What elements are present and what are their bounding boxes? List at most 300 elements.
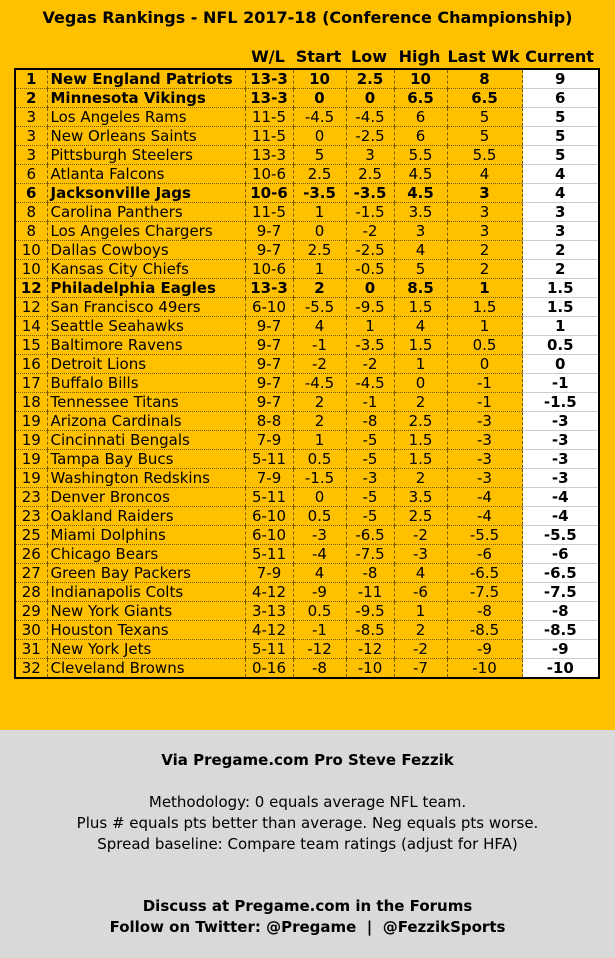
team-name-cell: New York Jets <box>47 640 245 659</box>
rank-cell: 19 <box>15 469 47 488</box>
high-cell: 10 <box>394 69 447 89</box>
current-cell: 3 <box>522 203 599 222</box>
rank-cell: 26 <box>15 545 47 564</box>
low-cell: -11 <box>346 583 394 602</box>
last-week-cell: 2 <box>447 241 522 260</box>
methodology-line-3: Spread baseline: Compare team ratings (adjust for HFA) <box>97 835 518 853</box>
start-cell: 0 <box>293 127 346 146</box>
table-row <box>15 260 599 279</box>
team-name-cell: Tennessee Titans <box>47 393 245 412</box>
low-cell: -2 <box>346 355 394 374</box>
team-name-cell: Arizona Cardinals <box>47 412 245 431</box>
low-cell: -1 <box>346 393 394 412</box>
table-row <box>15 298 599 317</box>
current-cell: -9 <box>522 640 599 659</box>
team-name-cell: New England Patriots <box>47 69 245 89</box>
last-week-cell: 8 <box>447 69 522 89</box>
last-week-cell: 5 <box>447 108 522 127</box>
win-loss-cell: 11-5 <box>245 127 293 146</box>
low-cell: -5 <box>346 450 394 469</box>
rank-cell: 1 <box>15 69 47 89</box>
rank-cell: 3 <box>15 108 47 127</box>
start-cell: 1 <box>293 260 346 279</box>
high-cell: 1 <box>394 355 447 374</box>
current-cell: -4 <box>522 507 599 526</box>
rank-cell: 3 <box>15 146 47 165</box>
win-loss-cell: 7-9 <box>245 469 293 488</box>
start-cell: 2 <box>293 279 346 298</box>
start-cell: -3 <box>293 526 346 545</box>
team-name-cell: Miami Dolphins <box>47 526 245 545</box>
rank-cell: 29 <box>15 602 47 621</box>
start-cell: -1.5 <box>293 469 346 488</box>
table-row <box>15 355 599 374</box>
table-row <box>15 507 599 526</box>
low-cell: -10 <box>346 659 394 679</box>
rank-cell: 6 <box>15 165 47 184</box>
low-cell: -9.5 <box>346 298 394 317</box>
team-name-cell: Cleveland Browns <box>47 659 245 679</box>
discuss-link[interactable]: Discuss at Pregame.com in the Forums <box>142 897 473 915</box>
rankings-table <box>14 68 600 679</box>
win-loss-cell: 9-7 <box>245 374 293 393</box>
high-cell: 2.5 <box>394 507 447 526</box>
team-name-cell: Los Angeles Chargers <box>47 222 245 241</box>
last-week-cell: 5 <box>447 127 522 146</box>
win-loss-cell: 9-7 <box>245 222 293 241</box>
last-week-cell: 2 <box>447 260 522 279</box>
table-row <box>15 146 599 165</box>
current-cell: -7.5 <box>522 583 599 602</box>
rank-cell: 18 <box>15 393 47 412</box>
last-week-cell: -8 <box>447 602 522 621</box>
last-week-cell: -4 <box>447 507 522 526</box>
low-cell: -2.5 <box>346 127 394 146</box>
team-name-cell: Pittsburgh Steelers <box>47 146 245 165</box>
last-week-cell: -9 <box>447 640 522 659</box>
rank-cell: 31 <box>15 640 47 659</box>
win-loss-cell: 11-5 <box>245 108 293 127</box>
last-week-cell: -1 <box>447 393 522 412</box>
start-cell: 2 <box>293 393 346 412</box>
high-cell: -2 <box>394 640 447 659</box>
last-week-cell: 0.5 <box>447 336 522 355</box>
low-cell: -3.5 <box>346 336 394 355</box>
rank-cell: 12 <box>15 298 47 317</box>
table-row <box>15 526 599 545</box>
team-name-cell: San Francisco 49ers <box>47 298 245 317</box>
table-row <box>15 431 599 450</box>
low-cell: -2.5 <box>346 241 394 260</box>
high-cell: 1.5 <box>394 431 447 450</box>
team-name-cell: New York Giants <box>47 602 245 621</box>
start-cell: 0 <box>293 488 346 507</box>
rank-cell: 16 <box>15 355 47 374</box>
last-week-cell: -6 <box>447 545 522 564</box>
rank-cell: 3 <box>15 127 47 146</box>
current-cell: 4 <box>522 184 599 203</box>
low-cell: -5 <box>346 488 394 507</box>
high-cell: 6 <box>394 127 447 146</box>
start-cell: -2 <box>293 355 346 374</box>
team-name-cell: Green Bay Packers <box>47 564 245 583</box>
table-row <box>15 336 599 355</box>
start-cell: 0 <box>293 89 346 108</box>
high-cell: 1.5 <box>394 298 447 317</box>
start-cell: -3.5 <box>293 184 346 203</box>
team-name-cell: Carolina Panthers <box>47 203 245 222</box>
win-loss-cell: 9-7 <box>245 355 293 374</box>
methodology-line-1: Methodology: 0 equals average NFL team. <box>148 793 467 811</box>
last-week-cell: 3 <box>447 184 522 203</box>
table-row <box>15 127 599 146</box>
team-name-cell: Kansas City Chiefs <box>47 260 245 279</box>
start-cell: 0 <box>293 222 346 241</box>
low-cell: -1.5 <box>346 203 394 222</box>
win-loss-cell: 3-13 <box>245 602 293 621</box>
current-cell: 4 <box>522 165 599 184</box>
high-cell: 4.5 <box>394 184 447 203</box>
win-loss-cell: 9-7 <box>245 241 293 260</box>
low-cell: 0 <box>346 279 394 298</box>
table-row <box>15 222 599 241</box>
last-week-cell: -5.5 <box>447 526 522 545</box>
start-cell: 5 <box>293 146 346 165</box>
current-cell: 0 <box>522 355 599 374</box>
high-cell: 4 <box>394 564 447 583</box>
team-name-cell: Denver Broncos <box>47 488 245 507</box>
current-cell: 1.5 <box>522 279 599 298</box>
high-cell: 3 <box>394 222 447 241</box>
column-headers <box>0 46 615 68</box>
last-week-cell: 1 <box>447 279 522 298</box>
low-cell: -8.5 <box>346 621 394 640</box>
high-cell: 3.5 <box>394 203 447 222</box>
rank-cell: 10 <box>15 260 47 279</box>
rank-cell: 8 <box>15 222 47 241</box>
last-week-cell: 1.5 <box>447 298 522 317</box>
table-row <box>15 640 599 659</box>
start-cell: 2.5 <box>293 165 346 184</box>
low-cell: -3 <box>346 469 394 488</box>
low-cell: -4.5 <box>346 374 394 393</box>
last-week-cell: 0 <box>447 355 522 374</box>
team-name-cell: Detroit Lions <box>47 355 245 374</box>
low-cell: 2.5 <box>346 69 394 89</box>
table-row <box>15 89 599 108</box>
current-cell: -3 <box>522 412 599 431</box>
current-cell: 1.5 <box>522 298 599 317</box>
high-cell: 6 <box>394 108 447 127</box>
win-loss-cell: 9-7 <box>245 336 293 355</box>
win-loss-cell: 13-3 <box>245 146 293 165</box>
win-loss-cell: 5-11 <box>245 640 293 659</box>
table-row <box>15 450 599 469</box>
low-cell: 3 <box>346 146 394 165</box>
current-cell: -3 <box>522 450 599 469</box>
low-cell: -2 <box>346 222 394 241</box>
table-row <box>15 108 599 127</box>
win-loss-cell: 4-12 <box>245 583 293 602</box>
last-week-cell: -7.5 <box>447 583 522 602</box>
header-low: Low <box>351 47 387 66</box>
rank-cell: 17 <box>15 374 47 393</box>
team-name-cell: Oakland Raiders <box>47 507 245 526</box>
rank-cell: 23 <box>15 507 47 526</box>
header-current: Current <box>525 47 594 66</box>
rank-cell: 2 <box>15 89 47 108</box>
rank-cell: 19 <box>15 412 47 431</box>
high-cell: -6 <box>394 583 447 602</box>
start-cell: 2.5 <box>293 241 346 260</box>
team-name-cell: New Orleans Saints <box>47 127 245 146</box>
team-name-cell: Minnesota Vikings <box>47 89 245 108</box>
team-name-cell: Tampa Bay Bucs <box>47 450 245 469</box>
high-cell: 4 <box>394 241 447 260</box>
current-cell: 0.5 <box>522 336 599 355</box>
low-cell: -5 <box>346 431 394 450</box>
team-name-cell: Jacksonville Jags <box>47 184 245 203</box>
start-cell: -1 <box>293 621 346 640</box>
rank-cell: 8 <box>15 203 47 222</box>
low-cell: -12 <box>346 640 394 659</box>
win-loss-cell: 4-12 <box>245 621 293 640</box>
last-week-cell: 3 <box>447 222 522 241</box>
header-last-wk: Last Wk <box>447 47 520 66</box>
rank-cell: 15 <box>15 336 47 355</box>
current-cell: -1.5 <box>522 393 599 412</box>
start-cell: 0.5 <box>293 507 346 526</box>
rank-cell: 25 <box>15 526 47 545</box>
current-cell: 3 <box>522 222 599 241</box>
win-loss-cell: 10-6 <box>245 165 293 184</box>
team-name-cell: Cincinnati Bengals <box>47 431 245 450</box>
high-cell: 5.5 <box>394 146 447 165</box>
header-high: High <box>398 47 441 66</box>
start-cell: 0.5 <box>293 450 346 469</box>
last-week-cell: 6.5 <box>447 89 522 108</box>
current-cell: -10 <box>522 659 599 679</box>
table-row <box>15 659 599 679</box>
header-start: Start <box>295 47 342 66</box>
high-cell: 1.5 <box>394 450 447 469</box>
team-name-cell: Baltimore Ravens <box>47 336 245 355</box>
current-cell: -6.5 <box>522 564 599 583</box>
table-row <box>15 488 599 507</box>
start-cell: -4.5 <box>293 374 346 393</box>
table-row <box>15 279 599 298</box>
start-cell: 4 <box>293 564 346 583</box>
start-cell: 1 <box>293 203 346 222</box>
rank-cell: 19 <box>15 431 47 450</box>
table-row <box>15 621 599 640</box>
high-cell: -3 <box>394 545 447 564</box>
team-name-cell: Houston Texans <box>47 621 245 640</box>
low-cell: -8 <box>346 564 394 583</box>
current-cell: -3 <box>522 469 599 488</box>
high-cell: 4.5 <box>394 165 447 184</box>
win-loss-cell: 13-3 <box>245 69 293 89</box>
low-cell: -6.5 <box>346 526 394 545</box>
table-row <box>15 203 599 222</box>
win-loss-cell: 10-6 <box>245 184 293 203</box>
start-cell: 1 <box>293 431 346 450</box>
high-cell: 2.5 <box>394 412 447 431</box>
high-cell: 1 <box>394 602 447 621</box>
win-loss-cell: 13-3 <box>245 279 293 298</box>
twitter-follow[interactable]: Follow on Twitter: @Pregame | @FezzikSports <box>109 918 506 936</box>
last-week-cell: 5.5 <box>447 146 522 165</box>
win-loss-cell: 6-10 <box>245 298 293 317</box>
team-name-cell: Indianapolis Colts <box>47 583 245 602</box>
table-row <box>15 602 599 621</box>
current-cell: 2 <box>522 241 599 260</box>
last-week-cell: -1 <box>447 374 522 393</box>
start-cell: -4 <box>293 545 346 564</box>
win-loss-cell: 5-11 <box>245 545 293 564</box>
team-name-cell: Los Angeles Rams <box>47 108 245 127</box>
low-cell: -4.5 <box>346 108 394 127</box>
high-cell: -7 <box>394 659 447 679</box>
rank-cell: 14 <box>15 317 47 336</box>
last-week-cell: -8.5 <box>447 621 522 640</box>
start-cell: -1 <box>293 336 346 355</box>
current-cell: 9 <box>522 69 599 89</box>
start-cell: 2 <box>293 412 346 431</box>
table-row <box>15 317 599 336</box>
win-loss-cell: 10-6 <box>245 260 293 279</box>
low-cell: 2.5 <box>346 165 394 184</box>
current-cell: 6 <box>522 89 599 108</box>
rank-cell: 23 <box>15 488 47 507</box>
win-loss-cell: 5-11 <box>245 450 293 469</box>
current-cell: -4 <box>522 488 599 507</box>
team-name-cell: Washington Redskins <box>47 469 245 488</box>
high-cell: 2 <box>394 393 447 412</box>
high-cell: -2 <box>394 526 447 545</box>
low-cell: -3.5 <box>346 184 394 203</box>
win-loss-cell: 0-16 <box>245 659 293 679</box>
current-cell: -5.5 <box>522 526 599 545</box>
start-cell: 4 <box>293 317 346 336</box>
rank-cell: 30 <box>15 621 47 640</box>
current-cell: 5 <box>522 127 599 146</box>
start-cell: -9 <box>293 583 346 602</box>
table-row <box>15 69 599 89</box>
current-cell: -3 <box>522 431 599 450</box>
page-title: Vegas Rankings - NFL 2017-18 (Conference Championship) <box>42 8 573 27</box>
rank-cell: 10 <box>15 241 47 260</box>
team-name-cell: Buffalo Bills <box>47 374 245 393</box>
last-week-cell: -4 <box>447 488 522 507</box>
low-cell: -9.5 <box>346 602 394 621</box>
win-loss-cell: 9-7 <box>245 317 293 336</box>
header-wl: W/L <box>251 47 285 66</box>
table-row <box>15 165 599 184</box>
high-cell: 0 <box>394 374 447 393</box>
team-name-cell: Chicago Bears <box>47 545 245 564</box>
win-loss-cell: 13-3 <box>245 89 293 108</box>
last-week-cell: -3 <box>447 469 522 488</box>
table-row <box>15 412 599 431</box>
table-row <box>15 583 599 602</box>
rank-cell: 28 <box>15 583 47 602</box>
rank-cell: 6 <box>15 184 47 203</box>
current-cell: -1 <box>522 374 599 393</box>
table-row <box>15 184 599 203</box>
high-cell: 4 <box>394 317 447 336</box>
win-loss-cell: 5-11 <box>245 488 293 507</box>
low-cell: -8 <box>346 412 394 431</box>
win-loss-cell: 7-9 <box>245 431 293 450</box>
start-cell: -5.5 <box>293 298 346 317</box>
rank-cell: 27 <box>15 564 47 583</box>
table-row <box>15 469 599 488</box>
low-cell: -0.5 <box>346 260 394 279</box>
current-cell: -8 <box>522 602 599 621</box>
last-week-cell: -6.5 <box>447 564 522 583</box>
high-cell: 2 <box>394 621 447 640</box>
last-week-cell: -3 <box>447 450 522 469</box>
start-cell: 0.5 <box>293 602 346 621</box>
high-cell: 2 <box>394 469 447 488</box>
team-name-cell: Seattle Seahawks <box>47 317 245 336</box>
high-cell: 1.5 <box>394 336 447 355</box>
win-loss-cell: 7-9 <box>245 564 293 583</box>
low-cell: 0 <box>346 89 394 108</box>
methodology-line-2: Plus # equals pts better than average. Neg equals pts worse. <box>76 814 539 832</box>
low-cell: -7.5 <box>346 545 394 564</box>
last-week-cell: -3 <box>447 431 522 450</box>
last-week-cell: -10 <box>447 659 522 679</box>
footer-panel <box>0 730 615 958</box>
win-loss-cell: 9-7 <box>245 393 293 412</box>
start-cell: -4.5 <box>293 108 346 127</box>
win-loss-cell: 6-10 <box>245 507 293 526</box>
win-loss-cell: 11-5 <box>245 203 293 222</box>
current-cell: 1 <box>522 317 599 336</box>
high-cell: 8.5 <box>394 279 447 298</box>
current-cell: -6 <box>522 545 599 564</box>
rank-cell: 32 <box>15 659 47 679</box>
table-row <box>15 374 599 393</box>
table-row <box>15 393 599 412</box>
rank-cell: 19 <box>15 450 47 469</box>
team-name-cell: Dallas Cowboys <box>47 241 245 260</box>
current-cell: -8.5 <box>522 621 599 640</box>
via-credit: Via Pregame.com Pro Steve Fezzik <box>161 751 454 769</box>
last-week-cell: 3 <box>447 203 522 222</box>
last-week-cell: 1 <box>447 317 522 336</box>
win-loss-cell: 8-8 <box>245 412 293 431</box>
table-row <box>15 564 599 583</box>
low-cell: -5 <box>346 507 394 526</box>
table-row <box>15 241 599 260</box>
team-name-cell: Atlanta Falcons <box>47 165 245 184</box>
high-cell: 6.5 <box>394 89 447 108</box>
current-cell: 2 <box>522 260 599 279</box>
last-week-cell: 4 <box>447 165 522 184</box>
current-cell: 5 <box>522 108 599 127</box>
start-cell: -12 <box>293 640 346 659</box>
rank-cell: 12 <box>15 279 47 298</box>
last-week-cell: -3 <box>447 412 522 431</box>
current-cell: 5 <box>522 146 599 165</box>
high-cell: 5 <box>394 260 447 279</box>
high-cell: 3.5 <box>394 488 447 507</box>
start-cell: -8 <box>293 659 346 679</box>
team-name-cell: Philadelphia Eagles <box>47 279 245 298</box>
